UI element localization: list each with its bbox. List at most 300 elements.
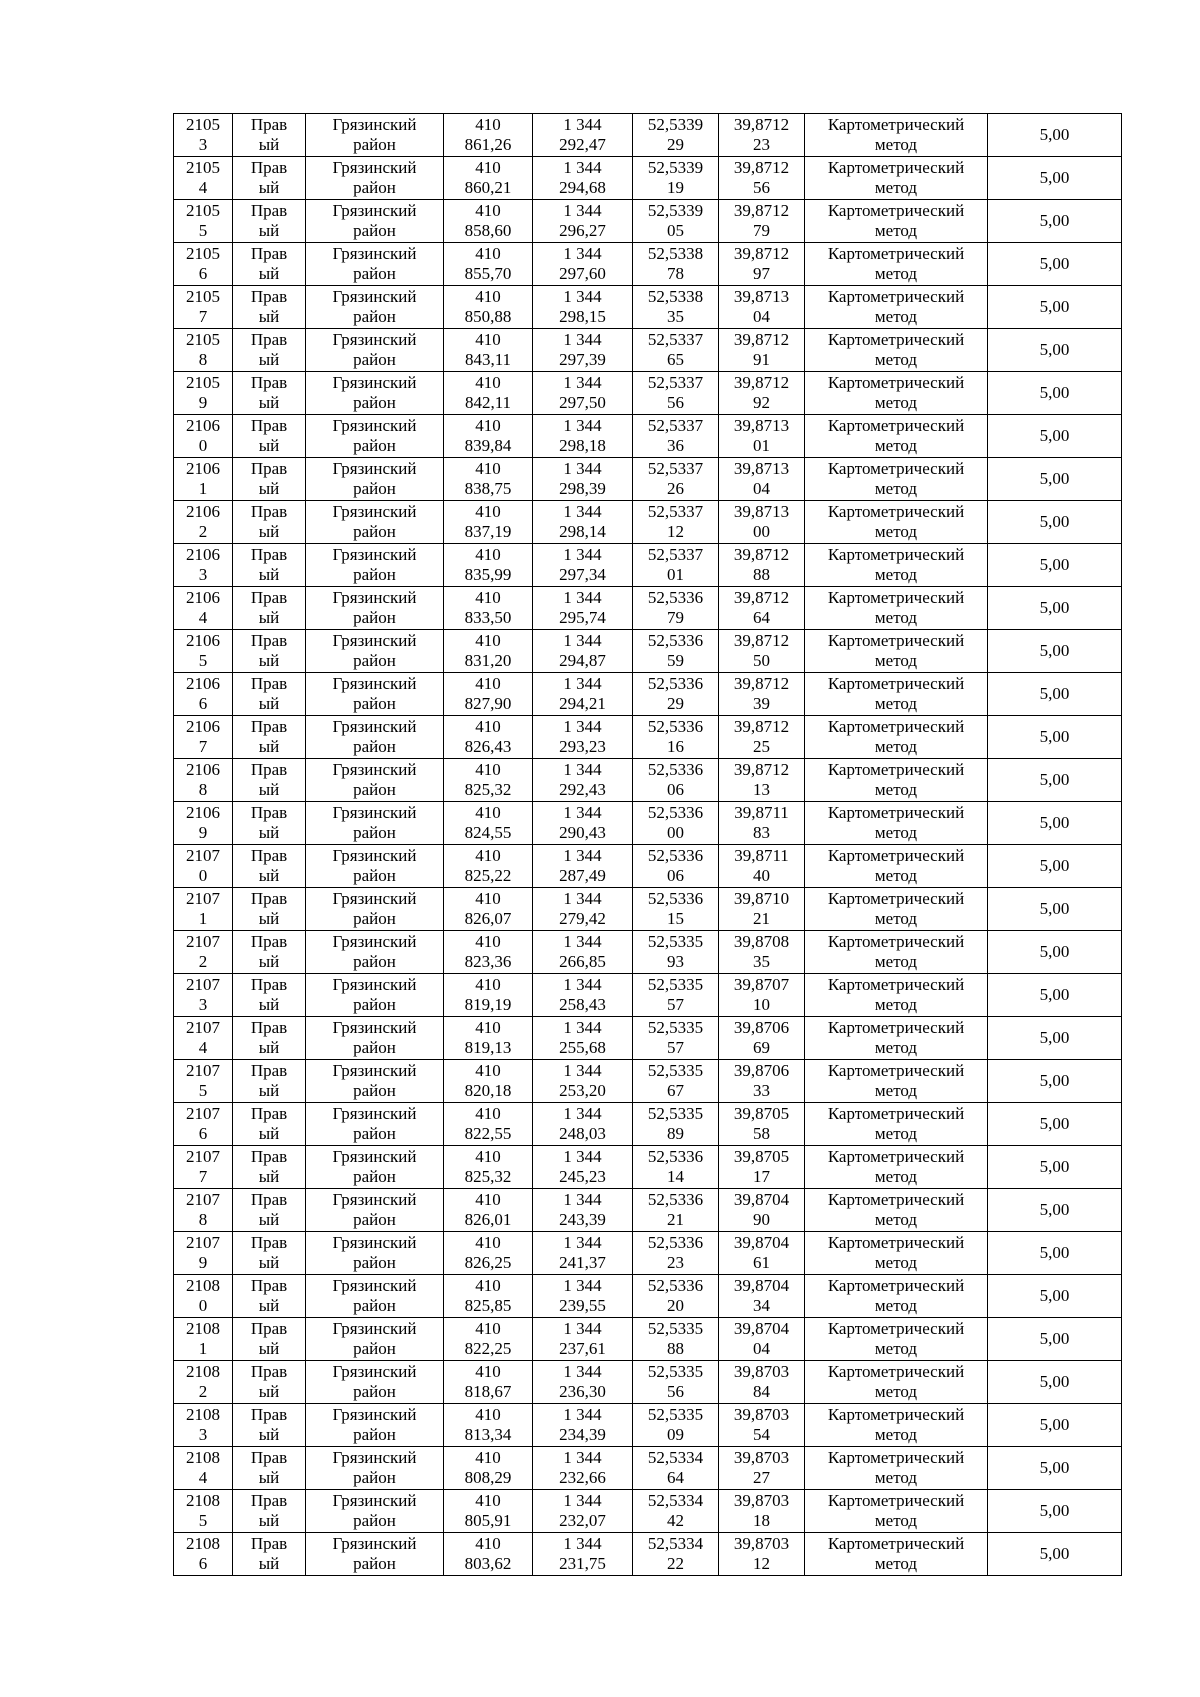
cell-bank-side: Прав ый — [233, 1361, 306, 1404]
cell-method: Картометрический метод — [805, 673, 988, 716]
cell-method: Картометрический метод — [805, 1060, 988, 1103]
cell-longitude: 39,8713 00 — [719, 501, 805, 544]
cell-accuracy: 5,00 — [988, 243, 1122, 286]
cell-accuracy: 5,00 — [988, 1533, 1122, 1576]
table-body — [174, 114, 1122, 1576]
table-row — [174, 1189, 1122, 1232]
cell-point-number: 2106 2 — [174, 501, 233, 544]
cell-coord-x: 410 831,20 — [444, 630, 533, 673]
cell-coord-y: 1 344 266,85 — [533, 931, 633, 974]
cell-bank-side: Прав ый — [233, 673, 306, 716]
cell-coord-y: 1 344 279,42 — [533, 888, 633, 931]
cell-longitude: 39,8712 88 — [719, 544, 805, 587]
cell-point-number: 2107 1 — [174, 888, 233, 931]
cell-latitude: 52,5335 89 — [633, 1103, 719, 1146]
table-row — [174, 587, 1122, 630]
cell-district: Грязинский район — [306, 372, 444, 415]
cell-latitude: 52,5336 06 — [633, 759, 719, 802]
cell-point-number: 2105 5 — [174, 200, 233, 243]
cell-district: Грязинский район — [306, 1232, 444, 1275]
cell-bank-side: Прав ый — [233, 845, 306, 888]
cell-bank-side: Прав ый — [233, 1189, 306, 1232]
cell-method: Картометрический метод — [805, 630, 988, 673]
cell-coord-x: 410 822,25 — [444, 1318, 533, 1361]
cell-district: Грязинский район — [306, 1447, 444, 1490]
cell-point-number: 2106 9 — [174, 802, 233, 845]
cell-coord-y: 1 344 293,23 — [533, 716, 633, 759]
cell-point-number: 2105 3 — [174, 114, 233, 157]
cell-longitude: 39,8712 50 — [719, 630, 805, 673]
cell-district: Грязинский район — [306, 1533, 444, 1576]
cell-point-number: 2107 4 — [174, 1017, 233, 1060]
cell-longitude: 39,8711 83 — [719, 802, 805, 845]
cell-method: Картометрический метод — [805, 587, 988, 630]
cell-coord-x: 410 819,19 — [444, 974, 533, 1017]
cell-coord-x: 410 826,25 — [444, 1232, 533, 1275]
cell-district: Грязинский район — [306, 1146, 444, 1189]
cell-district: Грязинский район — [306, 200, 444, 243]
cell-bank-side: Прав ый — [233, 1404, 306, 1447]
cell-longitude: 39,8710 21 — [719, 888, 805, 931]
cell-method: Картометрический метод — [805, 415, 988, 458]
cell-longitude: 39,8713 04 — [719, 286, 805, 329]
cell-method: Картометрический метод — [805, 1318, 988, 1361]
cell-method: Картометрический метод — [805, 1533, 988, 1576]
cell-point-number: 2108 4 — [174, 1447, 233, 1490]
cell-point-number: 2108 0 — [174, 1275, 233, 1318]
cell-accuracy: 5,00 — [988, 1189, 1122, 1232]
cell-longitude: 39,8711 40 — [719, 845, 805, 888]
cell-method: Картометрический метод — [805, 802, 988, 845]
cell-coord-x: 410 819,13 — [444, 1017, 533, 1060]
cell-latitude: 52,5335 09 — [633, 1404, 719, 1447]
cell-bank-side: Прав ый — [233, 243, 306, 286]
cell-bank-side: Прав ый — [233, 1490, 306, 1533]
cell-method: Картометрический метод — [805, 1232, 988, 1275]
cell-district: Грязинский район — [306, 931, 444, 974]
cell-point-number: 2107 2 — [174, 931, 233, 974]
cell-coord-x: 410 861,26 — [444, 114, 533, 157]
cell-method: Картометрический метод — [805, 200, 988, 243]
table-row — [174, 286, 1122, 329]
cell-accuracy: 5,00 — [988, 458, 1122, 501]
table-row — [174, 630, 1122, 673]
cell-accuracy: 5,00 — [988, 157, 1122, 200]
cell-longitude: 39,8712 56 — [719, 157, 805, 200]
cell-latitude: 52,5336 23 — [633, 1232, 719, 1275]
cell-accuracy: 5,00 — [988, 1103, 1122, 1146]
cell-accuracy: 5,00 — [988, 759, 1122, 802]
cell-district: Грязинский район — [306, 243, 444, 286]
cell-longitude: 39,8712 25 — [719, 716, 805, 759]
cell-district: Грязинский район — [306, 1490, 444, 1533]
cell-latitude: 52,5336 00 — [633, 802, 719, 845]
cell-coord-y: 1 344 287,49 — [533, 845, 633, 888]
table-row — [174, 716, 1122, 759]
cell-method: Картометрический метод — [805, 1189, 988, 1232]
table-row — [174, 415, 1122, 458]
cell-point-number: 2106 0 — [174, 415, 233, 458]
cell-method: Картометрический метод — [805, 931, 988, 974]
coordinates-table — [173, 113, 1122, 1576]
cell-district: Грязинский район — [306, 888, 444, 931]
cell-bank-side: Прав ый — [233, 587, 306, 630]
cell-district: Грязинский район — [306, 1404, 444, 1447]
cell-method: Картометрический метод — [805, 1490, 988, 1533]
cell-coord-y: 1 344 295,74 — [533, 587, 633, 630]
cell-longitude: 39,8704 61 — [719, 1232, 805, 1275]
cell-coord-y: 1 344 294,21 — [533, 673, 633, 716]
table-row — [174, 1017, 1122, 1060]
cell-accuracy: 5,00 — [988, 931, 1122, 974]
table-row — [174, 673, 1122, 716]
cell-point-number: 2107 5 — [174, 1060, 233, 1103]
cell-coord-x: 410 833,50 — [444, 587, 533, 630]
cell-bank-side: Прав ый — [233, 974, 306, 1017]
cell-latitude: 52,5336 59 — [633, 630, 719, 673]
cell-coord-y: 1 344 232,66 — [533, 1447, 633, 1490]
cell-longitude: 39,8705 58 — [719, 1103, 805, 1146]
cell-accuracy: 5,00 — [988, 1404, 1122, 1447]
cell-latitude: 52,5334 42 — [633, 1490, 719, 1533]
cell-longitude: 39,8703 12 — [719, 1533, 805, 1576]
cell-coord-x: 410 855,70 — [444, 243, 533, 286]
cell-bank-side: Прав ый — [233, 1060, 306, 1103]
cell-longitude: 39,8713 01 — [719, 415, 805, 458]
table-row — [174, 458, 1122, 501]
cell-bank-side: Прав ый — [233, 1232, 306, 1275]
cell-method: Картометрический метод — [805, 1146, 988, 1189]
cell-bank-side: Прав ый — [233, 888, 306, 931]
cell-longitude: 39,8707 10 — [719, 974, 805, 1017]
cell-latitude: 52,5336 06 — [633, 845, 719, 888]
cell-latitude: 52,5334 22 — [633, 1533, 719, 1576]
cell-coord-y: 1 344 296,27 — [533, 200, 633, 243]
cell-coord-y: 1 344 245,23 — [533, 1146, 633, 1189]
cell-coord-x: 410 858,60 — [444, 200, 533, 243]
cell-longitude: 39,8712 13 — [719, 759, 805, 802]
cell-accuracy: 5,00 — [988, 1232, 1122, 1275]
cell-accuracy: 5,00 — [988, 888, 1122, 931]
cell-district: Грязинский район — [306, 1189, 444, 1232]
cell-district: Грязинский район — [306, 286, 444, 329]
cell-latitude: 52,5339 29 — [633, 114, 719, 157]
cell-method: Картометрический метод — [805, 888, 988, 931]
table-row — [174, 845, 1122, 888]
cell-point-number: 2108 2 — [174, 1361, 233, 1404]
cell-latitude: 52,5335 56 — [633, 1361, 719, 1404]
cell-method: Картометрический метод — [805, 974, 988, 1017]
table-row — [174, 157, 1122, 200]
cell-point-number: 2105 8 — [174, 329, 233, 372]
cell-coord-x: 410 850,88 — [444, 286, 533, 329]
cell-method: Картометрический метод — [805, 114, 988, 157]
cell-latitude: 52,5337 01 — [633, 544, 719, 587]
cell-bank-side: Прав ый — [233, 200, 306, 243]
cell-accuracy: 5,00 — [988, 1275, 1122, 1318]
cell-accuracy: 5,00 — [988, 286, 1122, 329]
cell-point-number: 2106 1 — [174, 458, 233, 501]
cell-bank-side: Прав ый — [233, 1146, 306, 1189]
cell-latitude: 52,5334 64 — [633, 1447, 719, 1490]
cell-latitude: 52,5339 05 — [633, 200, 719, 243]
cell-latitude: 52,5336 20 — [633, 1275, 719, 1318]
cell-latitude: 52,5335 57 — [633, 1017, 719, 1060]
cell-point-number: 2106 8 — [174, 759, 233, 802]
table-row — [174, 372, 1122, 415]
cell-bank-side: Прав ый — [233, 1275, 306, 1318]
cell-coord-x: 410 842,11 — [444, 372, 533, 415]
cell-district: Грязинский район — [306, 1060, 444, 1103]
cell-method: Картометрический метод — [805, 845, 988, 888]
cell-longitude: 39,8703 18 — [719, 1490, 805, 1533]
table-row — [174, 1232, 1122, 1275]
cell-district: Грязинский район — [306, 157, 444, 200]
cell-coord-x: 410 825,22 — [444, 845, 533, 888]
cell-method: Картометрический метод — [805, 1404, 988, 1447]
cell-coord-x: 410 813,34 — [444, 1404, 533, 1447]
cell-coord-x: 410 860,21 — [444, 157, 533, 200]
cell-longitude: 39,8712 97 — [719, 243, 805, 286]
cell-coord-y: 1 344 298,15 — [533, 286, 633, 329]
cell-longitude: 39,8713 04 — [719, 458, 805, 501]
cell-latitude: 52,5335 67 — [633, 1060, 719, 1103]
cell-accuracy: 5,00 — [988, 372, 1122, 415]
cell-accuracy: 5,00 — [988, 114, 1122, 157]
cell-coord-x: 410 824,55 — [444, 802, 533, 845]
cell-latitude: 52,5336 21 — [633, 1189, 719, 1232]
cell-district: Грязинский район — [306, 974, 444, 1017]
cell-longitude: 39,8712 39 — [719, 673, 805, 716]
cell-district: Грязинский район — [306, 1103, 444, 1146]
cell-coord-x: 410 820,18 — [444, 1060, 533, 1103]
table-row — [174, 1103, 1122, 1146]
cell-latitude: 52,5336 15 — [633, 888, 719, 931]
cell-coord-x: 410 825,32 — [444, 759, 533, 802]
cell-coord-x: 410 843,11 — [444, 329, 533, 372]
cell-accuracy: 5,00 — [988, 1447, 1122, 1490]
cell-coord-y: 1 344 243,39 — [533, 1189, 633, 1232]
cell-method: Картометрический метод — [805, 458, 988, 501]
cell-longitude: 39,8712 64 — [719, 587, 805, 630]
cell-longitude: 39,8712 79 — [719, 200, 805, 243]
cell-coord-x: 410 825,85 — [444, 1275, 533, 1318]
cell-accuracy: 5,00 — [988, 673, 1122, 716]
cell-latitude: 52,5335 88 — [633, 1318, 719, 1361]
cell-bank-side: Прав ый — [233, 458, 306, 501]
cell-coord-y: 1 344 241,37 — [533, 1232, 633, 1275]
cell-point-number: 2106 3 — [174, 544, 233, 587]
cell-accuracy: 5,00 — [988, 329, 1122, 372]
cell-method: Картометрический метод — [805, 1103, 988, 1146]
cell-bank-side: Прав ый — [233, 1447, 306, 1490]
cell-coord-y: 1 344 290,43 — [533, 802, 633, 845]
table-row — [174, 1533, 1122, 1576]
cell-district: Грязинский район — [306, 1318, 444, 1361]
cell-point-number: 2107 6 — [174, 1103, 233, 1146]
cell-district: Грязинский район — [306, 1275, 444, 1318]
table-row — [174, 501, 1122, 544]
cell-method: Картометрический метод — [805, 1447, 988, 1490]
table-row — [174, 329, 1122, 372]
cell-bank-side: Прав ый — [233, 114, 306, 157]
cell-point-number: 2106 5 — [174, 630, 233, 673]
cell-coord-y: 1 344 297,50 — [533, 372, 633, 415]
cell-longitude: 39,8712 91 — [719, 329, 805, 372]
cell-latitude: 52,5336 29 — [633, 673, 719, 716]
cell-bank-side: Прав ый — [233, 1017, 306, 1060]
cell-coord-y: 1 344 294,68 — [533, 157, 633, 200]
cell-coord-x: 410 839,84 — [444, 415, 533, 458]
table-row — [174, 1404, 1122, 1447]
cell-point-number: 2105 4 — [174, 157, 233, 200]
cell-coord-y: 1 344 237,61 — [533, 1318, 633, 1361]
cell-point-number: 2108 6 — [174, 1533, 233, 1576]
cell-point-number: 2106 4 — [174, 587, 233, 630]
cell-latitude: 52,5336 79 — [633, 587, 719, 630]
cell-coord-x: 410 837,19 — [444, 501, 533, 544]
cell-point-number: 2107 8 — [174, 1189, 233, 1232]
cell-method: Картометрический метод — [805, 372, 988, 415]
cell-coord-y: 1 344 236,30 — [533, 1361, 633, 1404]
cell-longitude: 39,8708 35 — [719, 931, 805, 974]
cell-latitude: 52,5337 12 — [633, 501, 719, 544]
table-row — [174, 1318, 1122, 1361]
cell-point-number: 2107 0 — [174, 845, 233, 888]
cell-longitude: 39,8703 54 — [719, 1404, 805, 1447]
cell-district: Грязинский район — [306, 544, 444, 587]
cell-point-number: 2108 3 — [174, 1404, 233, 1447]
cell-coord-x: 410 826,01 — [444, 1189, 533, 1232]
cell-coord-y: 1 344 297,39 — [533, 329, 633, 372]
cell-longitude: 39,8706 33 — [719, 1060, 805, 1103]
cell-coord-y: 1 344 258,43 — [533, 974, 633, 1017]
cell-coord-y: 1 344 255,68 — [533, 1017, 633, 1060]
cell-coord-x: 410 825,32 — [444, 1146, 533, 1189]
cell-longitude: 39,8705 17 — [719, 1146, 805, 1189]
cell-accuracy: 5,00 — [988, 200, 1122, 243]
cell-bank-side: Прав ый — [233, 630, 306, 673]
cell-coord-y: 1 344 292,47 — [533, 114, 633, 157]
cell-accuracy: 5,00 — [988, 1017, 1122, 1060]
cell-bank-side: Прав ый — [233, 544, 306, 587]
cell-district: Грязинский район — [306, 673, 444, 716]
cell-bank-side: Прав ый — [233, 716, 306, 759]
cell-method: Картометрический метод — [805, 716, 988, 759]
cell-coord-x: 410 838,75 — [444, 458, 533, 501]
cell-point-number: 2105 6 — [174, 243, 233, 286]
cell-point-number: 2106 6 — [174, 673, 233, 716]
table-row — [174, 759, 1122, 802]
cell-bank-side: Прав ый — [233, 372, 306, 415]
cell-longitude: 39,8704 90 — [719, 1189, 805, 1232]
cell-latitude: 52,5337 56 — [633, 372, 719, 415]
cell-bank-side: Прав ый — [233, 501, 306, 544]
cell-latitude: 52,5336 14 — [633, 1146, 719, 1189]
cell-bank-side: Прав ый — [233, 1318, 306, 1361]
cell-coord-y: 1 344 232,07 — [533, 1490, 633, 1533]
table-row — [174, 114, 1122, 157]
cell-longitude: 39,8704 04 — [719, 1318, 805, 1361]
cell-longitude: 39,8704 34 — [719, 1275, 805, 1318]
cell-point-number: 2107 3 — [174, 974, 233, 1017]
cell-coord-x: 410 808,29 — [444, 1447, 533, 1490]
cell-longitude: 39,8706 69 — [719, 1017, 805, 1060]
cell-point-number: 2105 9 — [174, 372, 233, 415]
cell-bank-side: Прав ый — [233, 157, 306, 200]
cell-method: Картометрический метод — [805, 329, 988, 372]
cell-latitude: 52,5338 35 — [633, 286, 719, 329]
cell-coord-x: 410 805,91 — [444, 1490, 533, 1533]
cell-bank-side: Прав ый — [233, 415, 306, 458]
cell-accuracy: 5,00 — [988, 802, 1122, 845]
cell-accuracy: 5,00 — [988, 501, 1122, 544]
cell-latitude: 52,5337 26 — [633, 458, 719, 501]
cell-accuracy: 5,00 — [988, 1318, 1122, 1361]
cell-coord-y: 1 344 231,75 — [533, 1533, 633, 1576]
cell-coord-x: 410 826,43 — [444, 716, 533, 759]
cell-method: Картометрический метод — [805, 501, 988, 544]
cell-bank-side: Прав ый — [233, 286, 306, 329]
cell-point-number: 2106 7 — [174, 716, 233, 759]
cell-district: Грязинский район — [306, 802, 444, 845]
cell-district: Грязинский район — [306, 114, 444, 157]
cell-bank-side: Прав ый — [233, 931, 306, 974]
table-row — [174, 1447, 1122, 1490]
cell-accuracy: 5,00 — [988, 845, 1122, 888]
cell-bank-side: Прав ый — [233, 329, 306, 372]
cell-point-number: 2108 5 — [174, 1490, 233, 1533]
cell-latitude: 52,5335 57 — [633, 974, 719, 1017]
cell-latitude: 52,5337 65 — [633, 329, 719, 372]
cell-coord-y: 1 344 294,87 — [533, 630, 633, 673]
cell-coord-x: 410 826,07 — [444, 888, 533, 931]
cell-latitude: 52,5335 93 — [633, 931, 719, 974]
cell-district: Грязинский район — [306, 1361, 444, 1404]
cell-point-number: 2107 9 — [174, 1232, 233, 1275]
cell-latitude: 52,5337 36 — [633, 415, 719, 458]
cell-coord-y: 1 344 292,43 — [533, 759, 633, 802]
cell-coord-y: 1 344 298,18 — [533, 415, 633, 458]
cell-district: Грязинский район — [306, 458, 444, 501]
table-row — [174, 1361, 1122, 1404]
cell-district: Грязинский район — [306, 759, 444, 802]
table-row — [174, 1275, 1122, 1318]
cell-coord-x: 410 835,99 — [444, 544, 533, 587]
cell-coord-y: 1 344 239,55 — [533, 1275, 633, 1318]
cell-coord-y: 1 344 234,39 — [533, 1404, 633, 1447]
cell-district: Грязинский район — [306, 845, 444, 888]
cell-accuracy: 5,00 — [988, 974, 1122, 1017]
cell-method: Картометрический метод — [805, 1361, 988, 1404]
cell-coord-x: 410 803,62 — [444, 1533, 533, 1576]
cell-coord-y: 1 344 253,20 — [533, 1060, 633, 1103]
cell-district: Грязинский район — [306, 630, 444, 673]
table-row — [174, 1060, 1122, 1103]
cell-coord-x: 410 823,36 — [444, 931, 533, 974]
cell-longitude: 39,8703 27 — [719, 1447, 805, 1490]
cell-coord-y: 1 344 298,14 — [533, 501, 633, 544]
table-row — [174, 931, 1122, 974]
table-row — [174, 1146, 1122, 1189]
cell-coord-y: 1 344 298,39 — [533, 458, 633, 501]
table-row — [174, 974, 1122, 1017]
cell-district: Грязинский район — [306, 1017, 444, 1060]
cell-district: Грязинский район — [306, 501, 444, 544]
cell-point-number: 2108 1 — [174, 1318, 233, 1361]
cell-latitude: 52,5339 19 — [633, 157, 719, 200]
cell-method: Картометрический метод — [805, 1275, 988, 1318]
